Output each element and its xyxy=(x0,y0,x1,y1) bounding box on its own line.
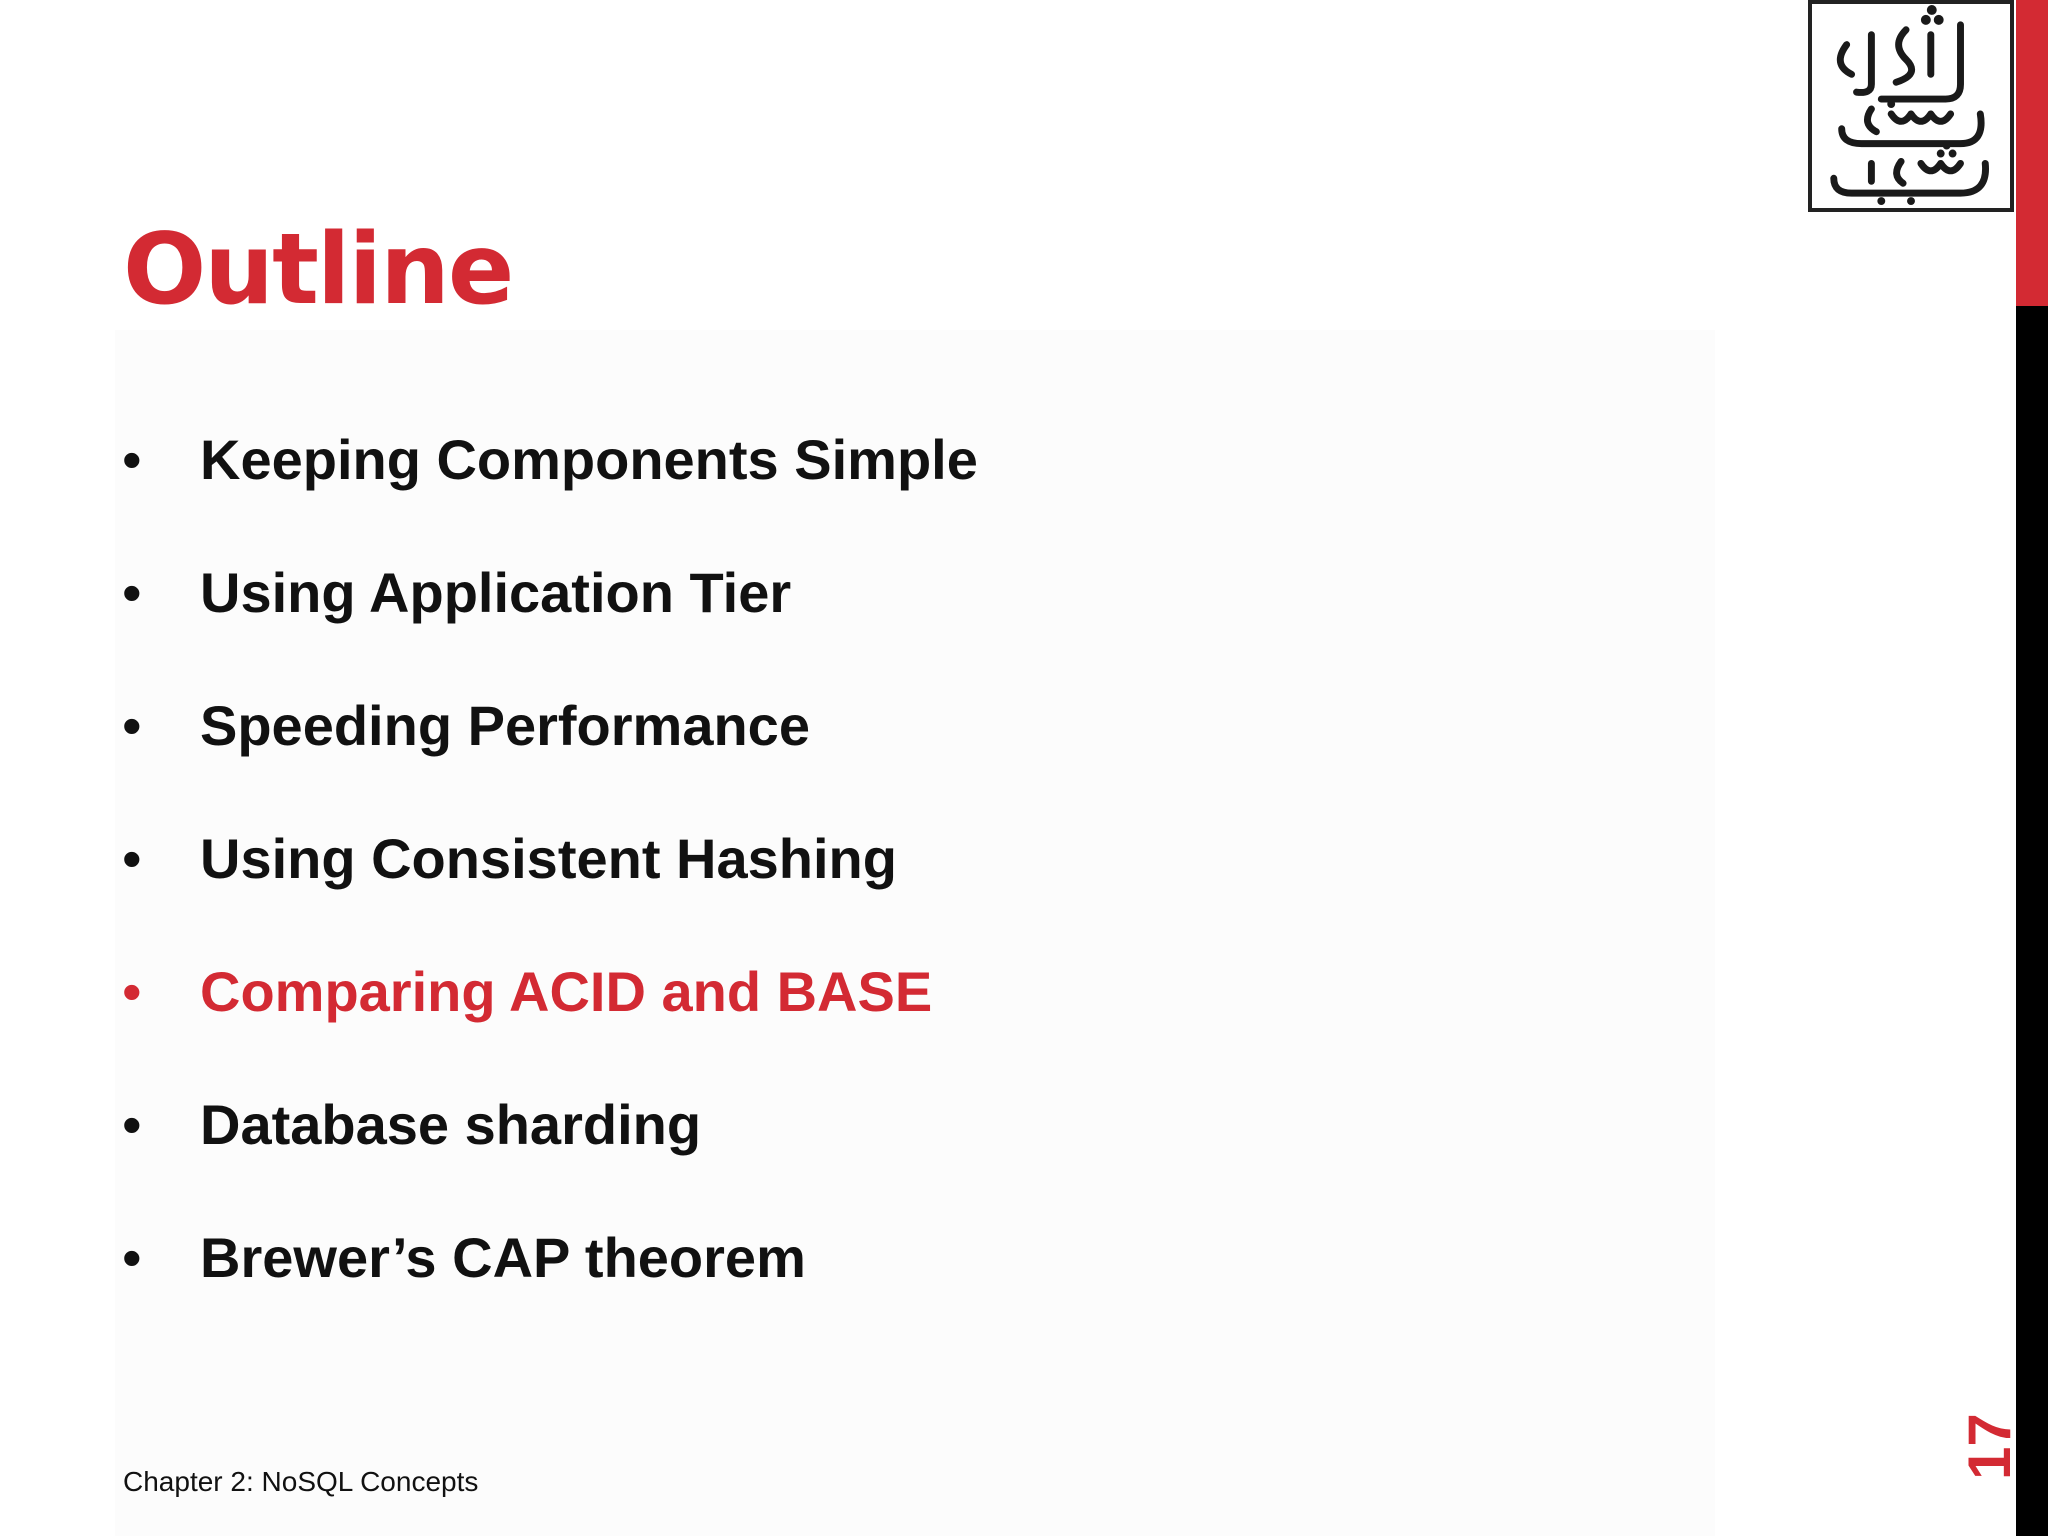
bullet-text: Brewer’s CAP theorem xyxy=(200,1226,806,1289)
bullet-item xyxy=(122,1213,978,1346)
bullet-dot: • xyxy=(122,827,142,890)
bullet-dot: • xyxy=(122,561,142,624)
sidebar-accent-red xyxy=(2016,0,2048,306)
bullet-text: Comparing ACID and BASE xyxy=(200,960,933,1023)
slide-footer: Chapter 2: NoSQL Concepts xyxy=(123,1466,479,1497)
bullet-list xyxy=(122,415,978,1346)
bullet-item xyxy=(122,814,978,947)
sidebar-accent-black xyxy=(2016,306,2048,1536)
bullet-item xyxy=(122,415,978,548)
bullet-item xyxy=(122,681,978,814)
bullet-dot: • xyxy=(122,428,142,491)
bullet-text: Using Application Tier xyxy=(200,561,792,624)
bullet-item xyxy=(122,1080,978,1213)
page-number: 17 xyxy=(1956,1413,2023,1480)
university-logo xyxy=(1808,0,2014,212)
bullet-text: Keeping Components Simple xyxy=(200,428,978,491)
calligraphy-logo-icon xyxy=(1812,4,2010,208)
bullet-item-highlighted xyxy=(122,947,978,1080)
bullet-item xyxy=(122,548,978,681)
bullet-dot: • xyxy=(122,1093,142,1156)
bullet-text: Database sharding xyxy=(200,1093,702,1156)
bullet-dot: • xyxy=(122,960,142,1023)
slide-title: Outline xyxy=(123,213,513,327)
bullet-text: Using Consistent Hashing xyxy=(200,827,897,890)
bullet-dot: • xyxy=(122,694,142,757)
bullet-text: Speeding Performance xyxy=(200,694,810,757)
bullet-dot: • xyxy=(122,1226,142,1289)
